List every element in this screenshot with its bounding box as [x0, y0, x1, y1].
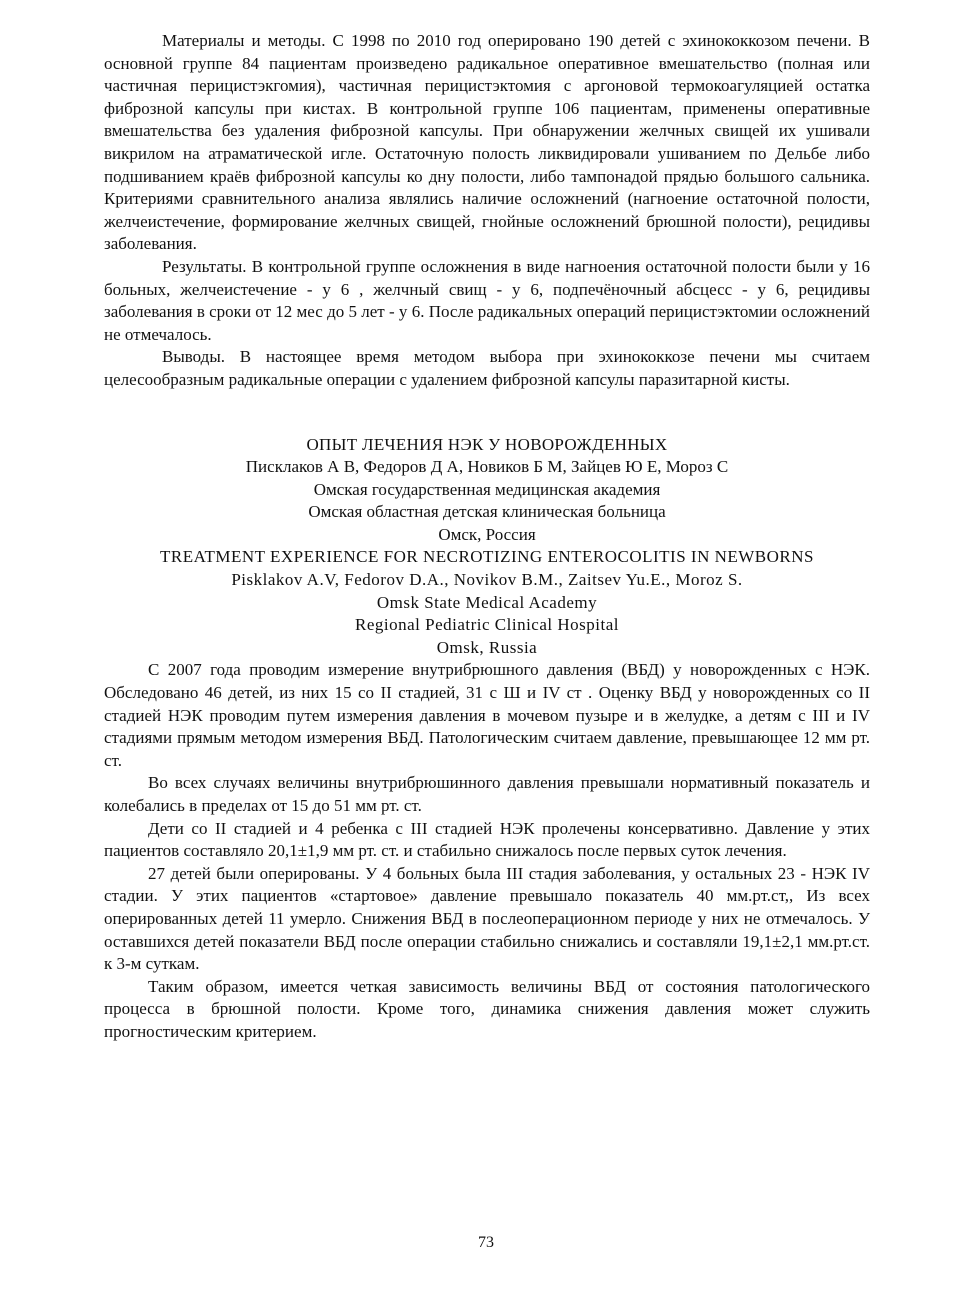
article-paragraph: Таким образом, имеется четкая зависимость величины ВБД от состояния патологического процесса в брюшной полости. Кроме того, динамика снижения давления может служить прогностическим критерием. [104, 976, 870, 1041]
methods-paragraph: Материалы и методы. С 1998 по 2010 год оперировано 190 детей с эхинококкозом печени. В основной группе 84 пациентам произведено радикальное оперативное вмешательство (полная или частичная перицистэкгомия), частичная перицистэктомия с аргоновой термокоагуляцией остатка фиброзной капсулы при кистах. В контрольной группе 106 пациентам, применены оперативные вмешательства без удаления фиброзной капсулы. При обнаружении желчных свищей их ушивали викрилом на атраматической игле. Остаточную полость ликвидировали ушиванием по Дельбе либо подшиванием краёв фиброзной капсулы ко дну полости, либо тампонадой прядью большого сальника. Критериями сравнительного анализа являлись наличие осложнений (нагноение остаточной полости, желчеистечение, формирование желчных свищей, гнойные осложнений брюшной полости), рецидивы заболевания. [104, 31, 870, 254]
affiliation-1-ru: Омская государственная медицинская академия [313, 479, 661, 499]
results-paragraph: Результаты. В контрольной группе осложнения в виде нагноения остаточной полости были у 16 больных, желчеистечение - у 6 , желчный свищ - у 6, подпечёночный абсцесс - у 6, рецидивы заболевания в сроки от 12 мес до 5 лет - у 6. После радикальных операций перицистэктомии осложнений не отмечалось. [104, 256, 870, 344]
city-ru: Омск, Россия [438, 524, 536, 544]
article-title-en: TREATMENT EXPERIENCE FOR NECROTIZING ENTEROCOLITIS IN NEWBORNS [160, 547, 814, 567]
article-paragraph: Во всех случаях величины внутрибрюшинного давления превышали нормативный показатель и колебались в пределах от 15 до 51 мм рт. ст. [104, 773, 870, 815]
article-authors-en: Pisklakov A.V, Fedorov D.A., Novikov B.M., Zaitsev Yu.E., Moroz S. [231, 570, 743, 590]
affiliation-1-en: Omsk State Medical Academy [376, 592, 598, 612]
article-authors-ru: Писклаков А В, Федоров Д А, Новиков Б М, Зайцев Ю Е, Мороз С [245, 457, 729, 477]
section-gap [104, 392, 870, 434]
article-paragraph: С 2007 года проводим измерение внутрибрюшного давления (ВБД) у новорожденных с НЭК. Обследовано 46 детей, из них 15 со II стадией, 31 с Ш и IV ст . Оценку ВБД у новорожденных со II стадией НЭК проводим путем измерения давления в мочевом пузыре и в желудке, а детям с III и IV стадиями прямым методом измерения ВБД. Патологическим считаем давление, превышающее 12 мм рт. ст. [104, 660, 870, 770]
article-paragraph: Дети со II стадией и 4 ребенка с III стадией НЭК пролечены консервативно. Давление у этих пациентов составляло 20,1±1,9 мм рт. ст. и стабильно снижалось после первых суток лечения. [104, 818, 870, 861]
document-page [104, 30, 870, 1044]
affiliation-2-ru: Омская областная детская клиническая больница [308, 502, 666, 522]
conclusions-paragraph: Выводы. В настоящее время методом выбора при эхинококкозе печени мы считаем целесообразным радикальные операции с удалением фиброзной капсулы паразитарной кисты. [104, 347, 870, 389]
city-en: Omsk, Russia [436, 637, 538, 657]
affiliation-2-en: Regional Pediatric Clinical Hospital [355, 615, 619, 635]
article-paragraph: 27 детей были оперированы. У 4 больных была III стадия заболевания, у остальных 23 - НЭК IV стадии. У этих пациентов «стартовое» давление превышало показатель 40 мм.рт.ст,, Из всех оперированных детей 11 умерло. Снижения ВБД в послеоперационном периоде у них не отмечалось. У оставшихся детей показатели ВБД после операции стабильно снижались и составляли 19,1±2,1 мм.рт.ст. к 3-м суткам. [104, 863, 870, 974]
page-number: 73 [478, 1234, 494, 1251]
article-title-ru: ОПЫТ ЛЕЧЕНИЯ НЭК У НОВОРОЖДЕННЫХ [306, 434, 668, 454]
